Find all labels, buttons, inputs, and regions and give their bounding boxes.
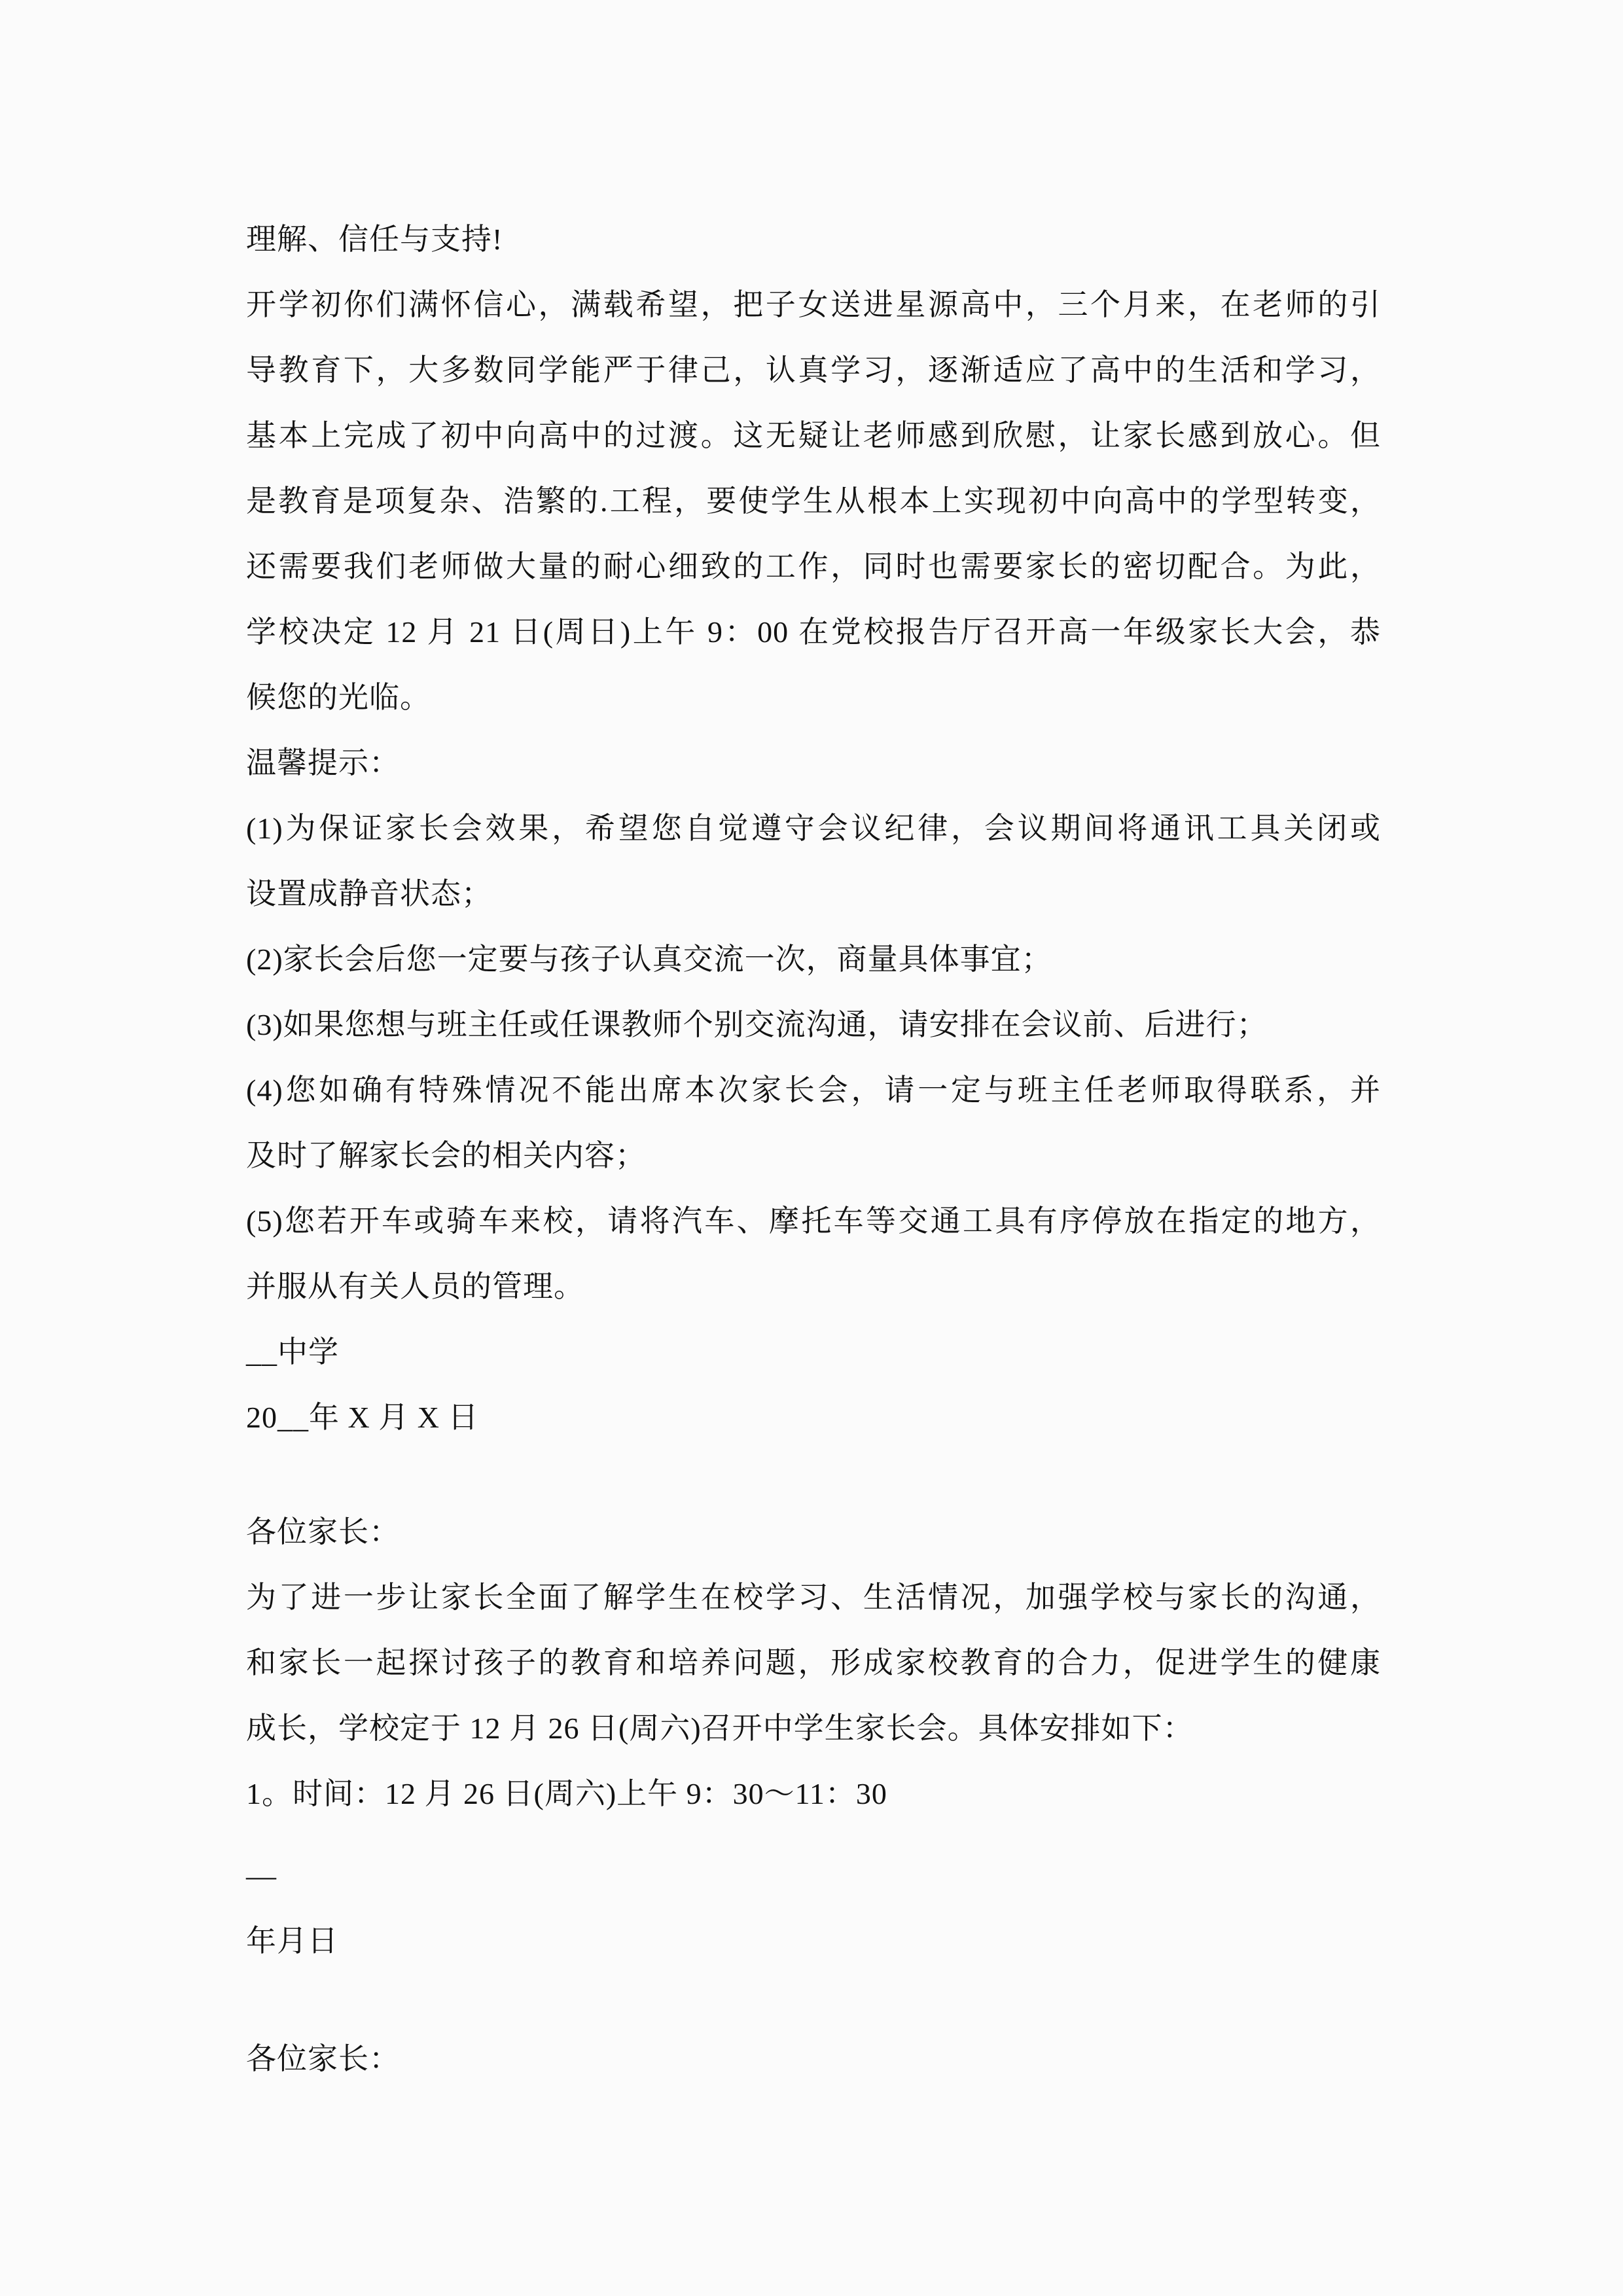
tip-item-1: (1)为保证家长会效果，希望您自觉遵守会议纪律，会议期间将通讯工具关闭或	[246, 812, 1381, 845]
body-line: 是教育是项复杂、浩繁的.工程，要使学生从根本上实现初中向高中的学型转变，	[246, 484, 1381, 518]
body-line: 开学初你们满怀信心，满载希望，把子女送进星源高中，三个月来，在老师的引	[246, 288, 1381, 321]
paragraph-gap	[246, 1974, 1381, 2026]
paragraph-gap	[246, 1827, 1381, 1843]
tip-item-5: (5)您若开车或骑车来校，请将汽车、摩托车等交通工具有序停放在指定的地方，	[246, 1204, 1381, 1238]
tip-item-4: (4)您如确有特殊情况不能出席本次家长会，请一定与班主任老师取得联系，并	[246, 1073, 1381, 1107]
body-line: 学校决定 12 月 21 日(周日)上午 9：00 在党校报告厅召开高一年级家长大会，恭	[246, 615, 1381, 649]
tip-item-2: (2)家长会后您一定要与孩子认真交流一次，商量具体事宜；	[246, 942, 1052, 976]
tip-item-1-continued: 设置成静音状态；	[246, 877, 492, 910]
tip-item-5-continued: 并服从有关人员的管理。	[246, 1270, 584, 1303]
date-placeholder: 年月日	[246, 1924, 338, 1958]
tips-heading: 温馨提示：	[246, 746, 400, 780]
salutation-third-letter: 各位家长：	[246, 2042, 400, 2075]
tip-item-3: (3)如果您想与班主任或任课教师个别交流沟通，请安排在会议前、后进行；	[246, 1008, 1268, 1041]
signature-date: 20__年 X 月 X 日	[246, 1401, 479, 1434]
signature-school: __中学	[246, 1335, 339, 1369]
paragraph-gap	[246, 1450, 1381, 1499]
tip-item-4-continued: 及时了解家长会的相关内容；	[246, 1139, 646, 1172]
blank-dash-line: —	[246, 1859, 277, 1892]
body-line-end: 候您的光临。	[246, 681, 431, 714]
schedule-time-item: 1。时间：12 月 26 日(周六)上午 9：30～11：30	[246, 1777, 887, 1810]
body-line: 和家长一起探讨孩子的教育和培养问题，形成家校教育的合力，促进学生的健康	[246, 1646, 1381, 1679]
body-line-end: 成长，学校定于 12 月 26 日(周六)召开中学生家长会。具体安排如下：	[246, 1712, 1194, 1745]
body-line: 还需要我们老师做大量的耐心细致的工作，同时也需要家长的密切配合。为此，	[246, 550, 1381, 583]
body-line: 基本上完成了初中向高中的过渡。这无疑让老师感到欣慰，让家长感到放心。但	[246, 419, 1381, 452]
body-line: 导教育下，大多数同学能严于律己，认真学习，逐渐适应了高中的生活和学习，	[246, 353, 1381, 387]
letter-body	[246, 207, 1381, 2092]
body-line: 为了进一步让家长全面了解学生在校学习、生活情况，加强学校与家长的沟通，	[246, 1581, 1381, 1614]
line-opening: 理解、信任与支持!	[246, 223, 503, 256]
salutation-second-letter: 各位家长：	[246, 1515, 400, 1549]
